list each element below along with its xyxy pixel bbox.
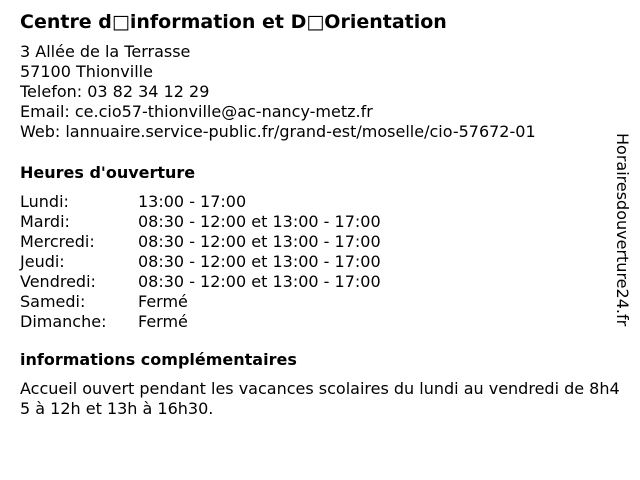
street-address: 3 Allée de la Terrasse (20, 42, 191, 61)
city: 57100 Thionville (20, 62, 153, 81)
day-hours: Fermé (138, 312, 188, 331)
info-heading: informations complémentaires (20, 350, 297, 369)
site-watermark: Horairesdouverture24.fr (613, 133, 632, 327)
day-label: Lundi: (20, 192, 69, 211)
hours-row (20, 312, 381, 332)
day-label: Jeudi: (20, 252, 65, 271)
day-label: Vendredi: (20, 272, 96, 291)
day-hours: 08:30 - 12:00 et 13:00 - 17:00 (138, 232, 381, 251)
day-label: Dimanche: (20, 312, 107, 331)
day-hours: 13:00 - 17:00 (138, 192, 247, 211)
hours-table (20, 192, 381, 332)
day-hours: Fermé (138, 292, 188, 311)
day-hours: 08:30 - 12:00 et 13:00 - 17:00 (138, 252, 381, 271)
hours-heading: Heures d'ouverture (20, 163, 196, 182)
hours-row (20, 252, 381, 272)
hours-row (20, 292, 381, 312)
hours-row (20, 272, 381, 292)
day-hours: 08:30 - 12:00 et 13:00 - 17:00 (138, 212, 381, 231)
day-hours: 08:30 - 12:00 et 13:00 - 17:00 (138, 272, 381, 291)
hours-row (20, 192, 381, 212)
hours-row (20, 232, 381, 252)
hours-row (20, 212, 381, 232)
day-label: Mercredi: (20, 232, 95, 251)
info-text: Accueil ouvert pendant les vacances scolaires du lundi au vendredi de 8h45 à 12h et 13h à 16h30. (20, 379, 620, 418)
website: Web: lannuaire.service-public.fr/grand-est/moselle/cio-57672-01 (20, 122, 536, 141)
day-label: Mardi: (20, 212, 70, 231)
day-label: Samedi: (20, 292, 86, 311)
listing (20, 10, 620, 419)
phone: Telefon: 03 82 34 12 29 (20, 82, 210, 101)
address-block (20, 42, 610, 142)
email: Email: ce.cio57-thionville@ac-nancy-metz.fr (20, 102, 373, 121)
page-title: Centre d□information et D□Orientation (20, 11, 447, 33)
